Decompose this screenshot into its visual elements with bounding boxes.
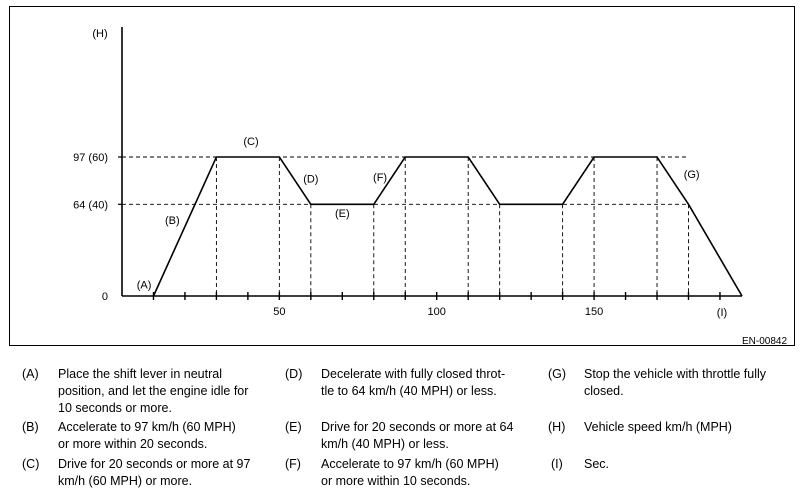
legend-text-line: Accelerate to 97 km/h (60 MPH) xyxy=(321,457,499,471)
legend-key-a: (A) xyxy=(22,367,39,381)
legend-text-line: 10 seconds or more. xyxy=(58,401,172,415)
x-axis-unit-label: (I) xyxy=(716,307,728,319)
y-tick-label: 64 (40) xyxy=(73,199,108,212)
legend-text-line: Sec. xyxy=(584,457,610,471)
segment-label: (F) xyxy=(373,172,388,185)
legend-key-c: (C) xyxy=(22,457,40,471)
legend-text-e xyxy=(321,419,513,453)
legend-key-d: (D) xyxy=(285,367,303,381)
legend-text-b xyxy=(58,419,236,453)
segment-label: (A) xyxy=(136,279,152,292)
y-axis-unit-label: (H) xyxy=(92,28,108,40)
segment-label: (E) xyxy=(334,207,350,220)
y-tick-label: 97 (60) xyxy=(73,152,108,164)
legend-text-line: closed. xyxy=(584,384,624,398)
x-tick-label: 150 xyxy=(584,306,604,318)
legend-text-line: Drive for 20 seconds or more at 64 xyxy=(321,420,514,434)
x-tick-label: 50 xyxy=(273,306,286,318)
legend-text-line: position, and let the engine idle for xyxy=(58,384,249,398)
legend-text-g xyxy=(584,366,766,400)
speed-profile-line xyxy=(154,157,743,296)
legend-key-b: (B) xyxy=(22,420,39,434)
speed-profile-chart xyxy=(10,7,796,347)
legend-key-e: (E) xyxy=(285,420,302,434)
legend-text-line: Decelerate with fully closed throt- xyxy=(321,367,506,381)
legend-text-c xyxy=(58,456,250,490)
segment-label: (D) xyxy=(303,173,319,186)
legend-key-f: (F) xyxy=(285,457,301,471)
segment-label: (B) xyxy=(165,215,180,228)
legend-text-line: Stop the vehicle with throttle fully xyxy=(584,367,767,381)
legend-key-h: (H) xyxy=(548,420,566,434)
segment-label: (C) xyxy=(243,136,259,149)
legend-text-line: or more within 20 seconds. xyxy=(58,437,208,451)
legend-text-line: km/h (40 MPH) or less. xyxy=(321,437,449,451)
legend-text-line: Drive for 20 seconds or more at 97 xyxy=(58,457,251,471)
legend-key-i: (I) xyxy=(551,457,563,471)
figure-frame xyxy=(9,6,795,346)
document-code: EN-00842 xyxy=(742,336,788,347)
y-tick-label: 0 xyxy=(101,291,108,303)
segment-label: (G) xyxy=(683,169,700,182)
legend-text-d xyxy=(321,366,505,400)
legend-key-g: (G) xyxy=(548,367,567,381)
legend-text-a xyxy=(58,366,248,417)
legend-text-line: Vehicle speed km/h (MPH) xyxy=(584,420,732,434)
legend-text-line: Accelerate to 97 km/h (60 MPH) xyxy=(58,420,236,434)
legend-text-line: km/h (60 MPH) or more. xyxy=(58,474,193,488)
x-tick-label: 100 xyxy=(427,306,446,318)
legend-text-i xyxy=(584,456,609,473)
legend-text-h xyxy=(584,419,732,436)
legend-text-line: or more within 10 seconds. xyxy=(321,474,471,488)
legend-text-line: tle to 64 km/h (40 MPH) or less. xyxy=(321,384,497,398)
legend-text-f xyxy=(321,456,499,490)
legend-text-line: Place the shift lever in neutral xyxy=(58,367,222,381)
